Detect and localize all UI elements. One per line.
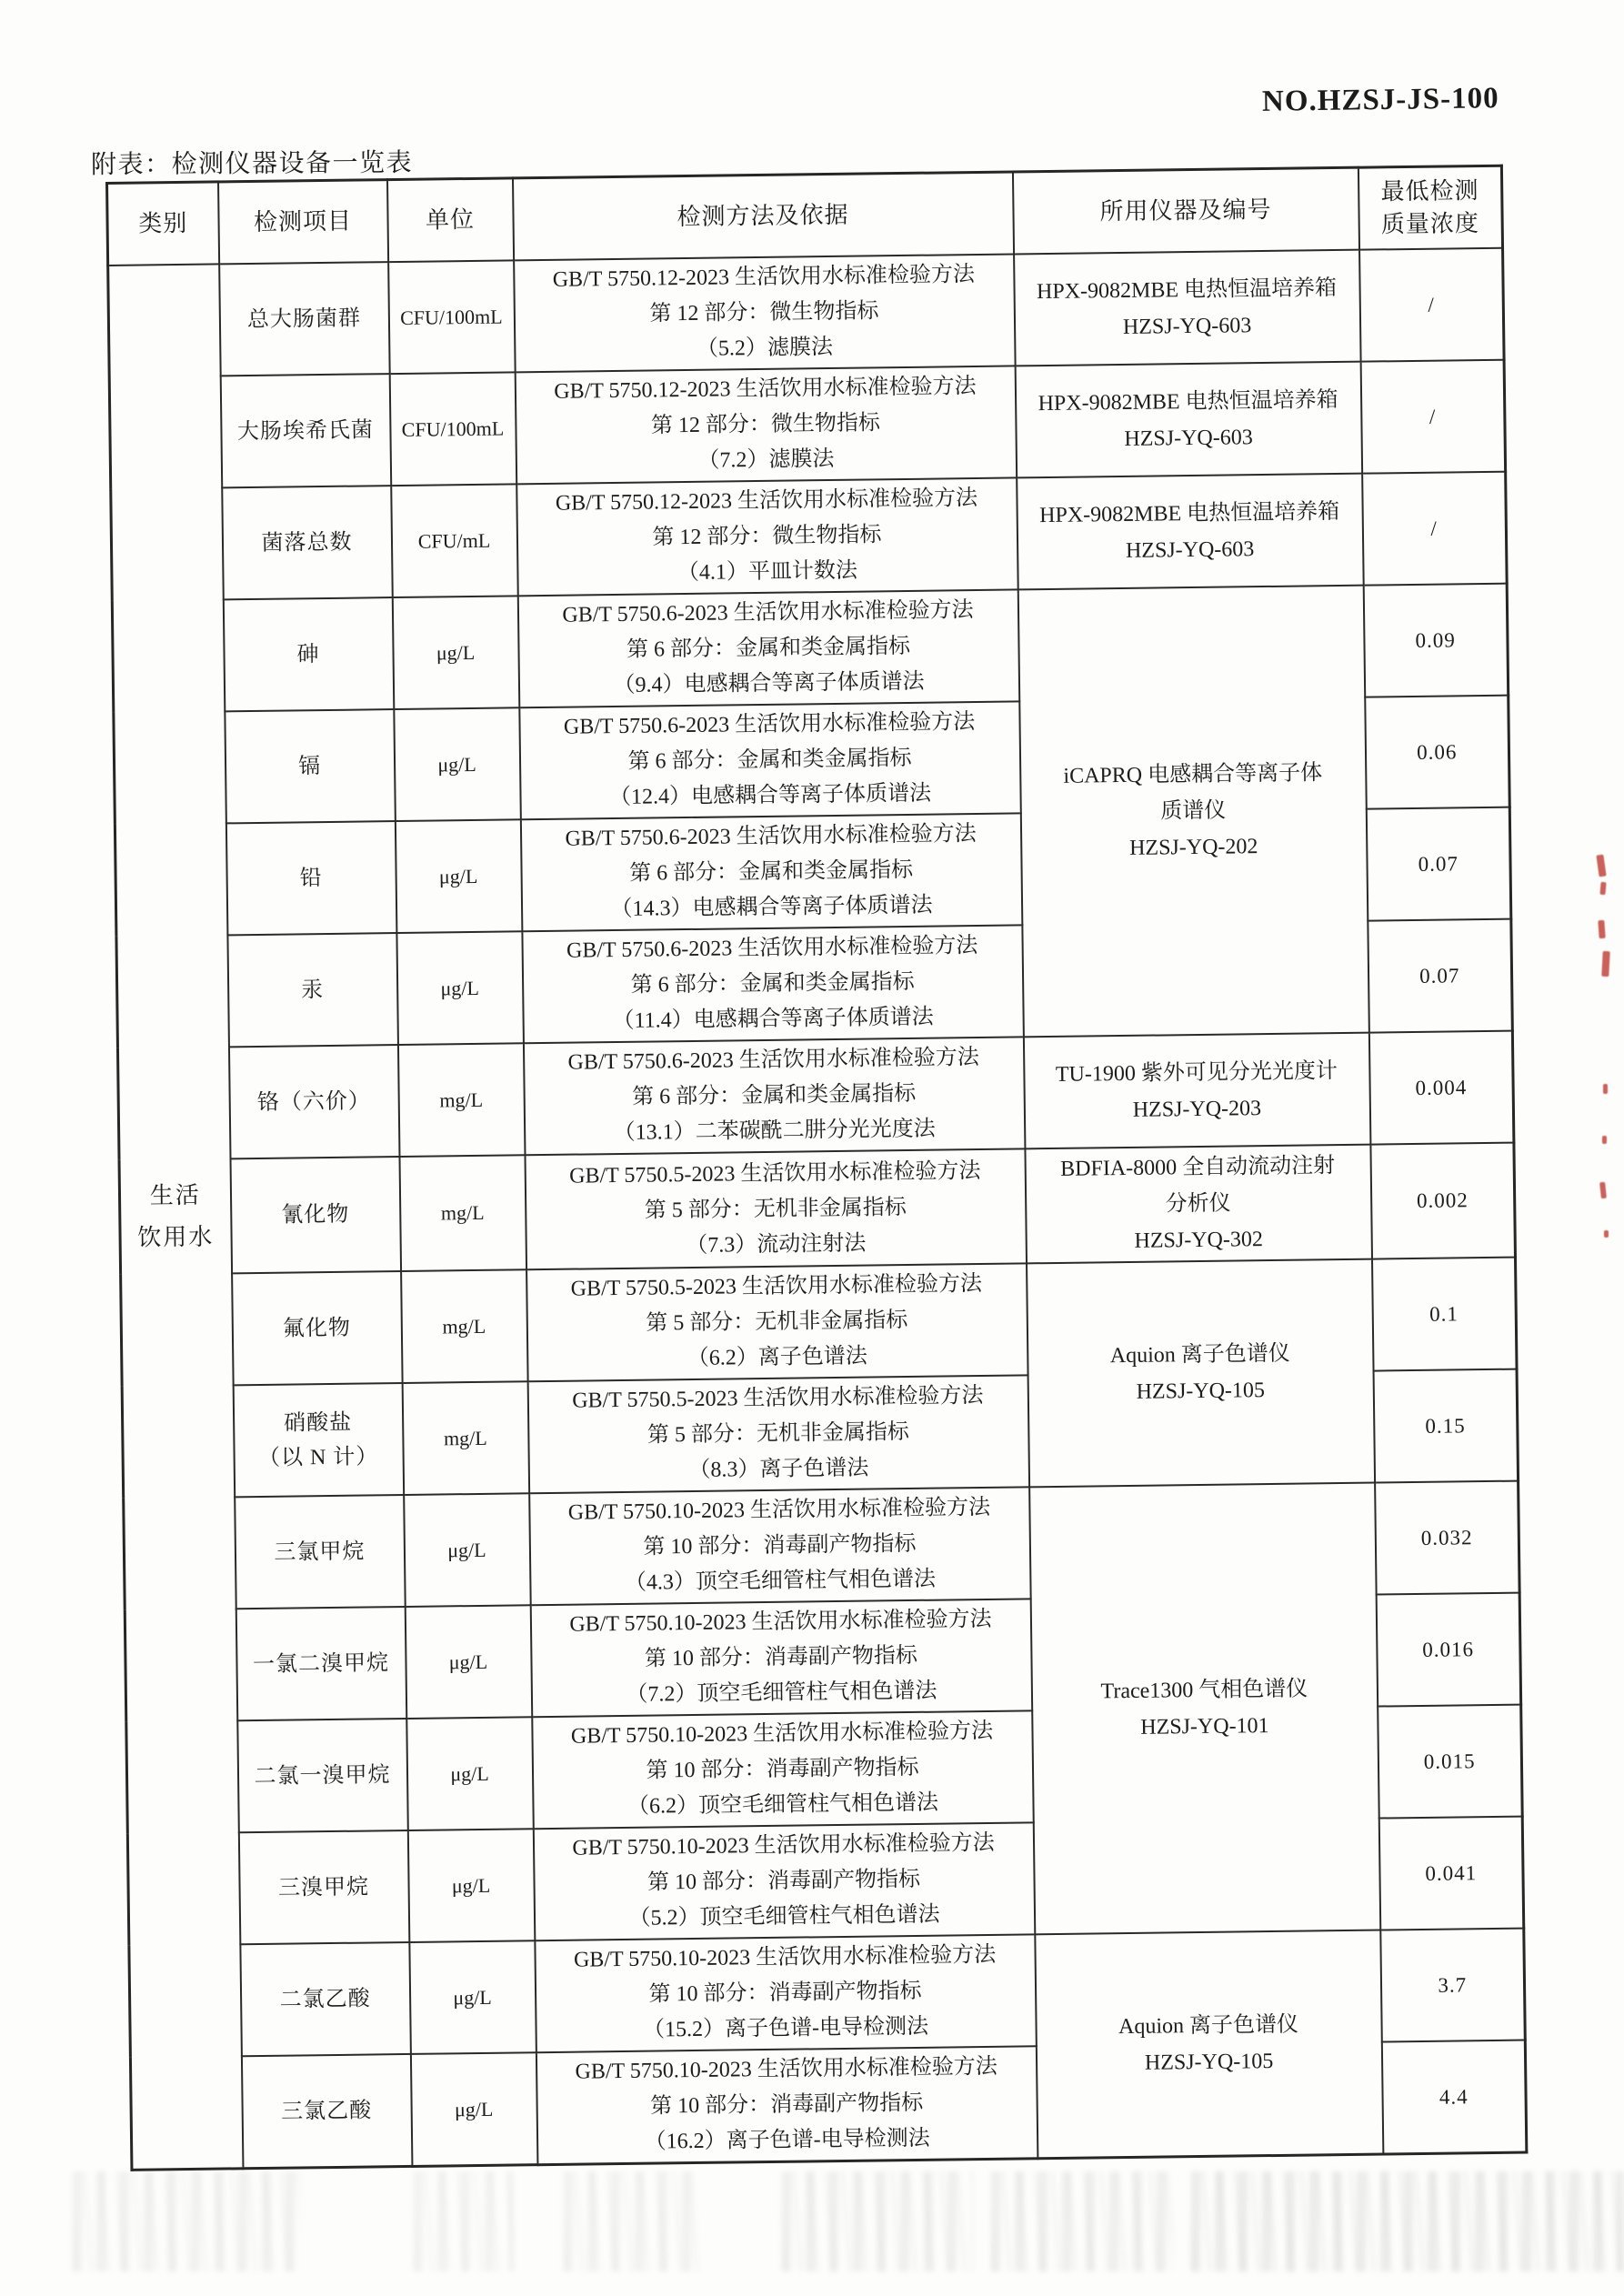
col-header-category: 类别 xyxy=(107,182,219,266)
table-row xyxy=(121,1258,1517,1387)
unit-cell: CFU/mL xyxy=(391,484,518,597)
red-stamp-fragment xyxy=(1601,951,1609,977)
item-cell: 二氯乙酸 xyxy=(240,1942,411,2056)
instrument-cell: Aquion 离子色谱仪 HZSJ-YQ-105 xyxy=(1035,1930,1383,2159)
red-stamp-fragment xyxy=(1603,1084,1608,1094)
method-cell: GB/T 5750.12-2023 生活饮用水标准检验方法 第 12 部分：微生物指标 （4.1）平皿计数法 xyxy=(516,477,1018,596)
method-cell: GB/T 5750.10-2023 生活饮用水标准检验方法 第 10 部分：消毒副产物指标 （4.3）顶空毛细管柱气相色谱法 xyxy=(529,1487,1031,1605)
bleed-through-mark xyxy=(782,2171,973,2271)
unit-cell: μg/L xyxy=(395,819,522,933)
col-header-instrument: 所用仪器及编号 xyxy=(1012,167,1358,254)
item-cell: 总大肠菌群 xyxy=(219,262,390,376)
table-title: 附表：检测仪器设备一览表 xyxy=(90,148,414,180)
detection-limit-cell: 0.004 xyxy=(1368,1031,1514,1145)
instrument-cell: HPX-9082MBE 电热恒温培养箱 HZSJ-YQ-603 xyxy=(1017,474,1364,590)
item-cell: 三溴甲烷 xyxy=(238,1830,409,1944)
unit-cell: μg/L xyxy=(396,931,524,1045)
item-cell: 铬（六价） xyxy=(228,1045,399,1158)
detection-limit-cell: 0.09 xyxy=(1363,584,1509,697)
table-row xyxy=(124,1481,1519,1610)
detection-limit-cell: 0.15 xyxy=(1373,1369,1519,1483)
detection-limit-cell: / xyxy=(1362,472,1508,586)
item-cell: 氟化物 xyxy=(232,1271,403,1385)
bleed-through-mark xyxy=(991,2171,1173,2271)
detection-limit-cell: 0.016 xyxy=(1376,1593,1521,1707)
detection-limit-cell: 0.002 xyxy=(1370,1143,1516,1259)
unit-cell: μg/L xyxy=(410,2052,537,2166)
instrument-cell: iCAPRQ 电感耦合等离子体 质谱仪 HZSJ-YQ-202 xyxy=(1018,586,1368,1038)
method-cell: GB/T 5750.10-2023 生活饮用水标准检验方法 第 10 部分：消毒副产物指标 （5.2）顶空毛细管柱气相色谱法 xyxy=(533,1822,1035,1940)
detection-limit-cell: 0.07 xyxy=(1368,919,1513,1033)
detection-limit-cell: 0.041 xyxy=(1378,1817,1524,1930)
table-row xyxy=(108,248,1504,377)
table-row xyxy=(112,584,1508,713)
method-cell: GB/T 5750.5-2023 生活饮用水标准检验方法 第 5 部分：无机非金属指标 （7.3）流动注射法 xyxy=(525,1148,1027,1269)
detection-limit-cell: 0.07 xyxy=(1366,807,1511,921)
instrument-cell: HPX-9082MBE 电热恒温培养箱 HZSJ-YQ-603 xyxy=(1015,362,1362,478)
col-header-unit: 单位 xyxy=(386,178,513,262)
unit-cell: μg/L xyxy=(405,1605,532,1719)
table-row xyxy=(117,1031,1513,1160)
table-row xyxy=(129,1929,1525,2058)
unit-cell: μg/L xyxy=(404,1493,531,1607)
unit-cell: μg/L xyxy=(407,1829,535,1942)
item-cell: 菌落总数 xyxy=(222,486,393,599)
detection-limit-cell: 0.1 xyxy=(1371,1258,1517,1371)
method-cell: GB/T 5750.6-2023 生活饮用水标准检验方法 第 6 部分：金属和类金属指标 （14.3）电感耦合等离子体质谱法 xyxy=(520,813,1022,931)
method-cell: GB/T 5750.5-2023 生活饮用水标准检验方法 第 5 部分：无机非金属指标 （8.3）离子色谱法 xyxy=(527,1375,1029,1493)
instrument-cell: BDFIA-8000 全自动流动注射 分析仪 HZSJ-YQ-302 xyxy=(1025,1145,1372,1264)
bleed-through-mark xyxy=(1191,2171,1624,2271)
method-cell: GB/T 5750.6-2023 生活饮用水标准检验方法 第 6 部分：金属和类金属指标 （11.4）电感耦合等离子体质谱法 xyxy=(522,925,1024,1043)
bleed-through-mark xyxy=(73,2171,300,2271)
item-cell: 三氯甲烷 xyxy=(235,1495,406,1609)
method-cell: GB/T 5750.10-2023 生活饮用水标准检验方法 第 10 部分：消毒副产物指标 （7.2）顶空毛细管柱气相色谱法 xyxy=(530,1599,1032,1717)
doc-number: NO.HZSJ-JS-100 xyxy=(1261,82,1499,118)
unit-cell: mg/L xyxy=(397,1043,525,1157)
table-row xyxy=(119,1143,1515,1275)
unit-cell: μg/L xyxy=(409,1940,536,2054)
unit-cell: mg/L xyxy=(402,1381,529,1495)
table-row xyxy=(111,472,1507,601)
item-cell: 汞 xyxy=(227,933,398,1047)
method-cell: GB/T 5750.12-2023 生活饮用水标准检验方法 第 12 部分：微生物指标 （7.2）滤膜法 xyxy=(515,366,1017,484)
col-header-item: 检测项目 xyxy=(218,180,388,265)
item-cell: 一氯二溴甲烷 xyxy=(236,1607,406,1720)
item-cell: 二氯一溴甲烷 xyxy=(237,1719,408,1832)
bleed-through-mark xyxy=(564,2171,700,2271)
method-cell: GB/T 5750.6-2023 生活饮用水标准检验方法 第 6 部分：金属和类金属指标 （13.1）二苯碳酰二肼分光光度法 xyxy=(523,1037,1025,1155)
item-cell: 铅 xyxy=(226,821,396,935)
red-stamp-fragment xyxy=(1599,1182,1607,1199)
unit-cell: CFU/100mL xyxy=(388,260,516,374)
table-row xyxy=(109,360,1505,489)
red-stamp-fragment xyxy=(1599,882,1606,895)
item-cell: 砷 xyxy=(223,597,394,711)
method-cell: GB/T 5750.12-2023 生活饮用水标准检验方法 第 12 部分：微生物指标 （5.2）滤膜法 xyxy=(514,254,1016,372)
method-cell: GB/T 5750.6-2023 生活饮用水标准检验方法 第 6 部分：金属和类金属指标 （12.4）电感耦合等离子体质谱法 xyxy=(519,701,1021,819)
equipment-table xyxy=(105,165,1528,2171)
bleed-through-mark xyxy=(414,2171,514,2271)
item-cell: 氰化物 xyxy=(230,1157,401,1273)
unit-cell: μg/L xyxy=(394,707,521,821)
equipment-table-body xyxy=(108,248,1527,2171)
detection-limit-cell: 3.7 xyxy=(1380,1929,1526,2042)
item-cell: 三氯乙酸 xyxy=(241,2054,412,2169)
method-cell: GB/T 5750.6-2023 生活饮用水标准检验方法 第 6 部分：金属和类金属指标 （9.4）电感耦合等离子体质谱法 xyxy=(517,589,1019,707)
unit-cell: μg/L xyxy=(392,596,519,709)
detection-limit-cell: 0.06 xyxy=(1365,696,1510,809)
unit-cell: μg/L xyxy=(406,1717,534,1830)
detection-limit-cell: 0.015 xyxy=(1378,1705,1523,1819)
red-stamp-fragment xyxy=(1596,855,1606,877)
detection-limit-cell: 0.032 xyxy=(1375,1481,1520,1595)
instrument-cell: Aquion 离子色谱仪 HZSJ-YQ-105 xyxy=(1027,1259,1375,1488)
unit-cell: mg/L xyxy=(401,1269,528,1383)
unit-cell: CFU/100mL xyxy=(389,372,516,486)
method-cell: GB/T 5750.10-2023 生活饮用水标准检验方法 第 10 部分：消毒副产物指标 （16.2）离子色谱-电导检测法 xyxy=(536,2046,1038,2164)
category-cell: 生活 饮用水 xyxy=(108,264,243,2170)
method-cell: GB/T 5750.10-2023 生活饮用水标准检验方法 第 10 部分：消毒副产物指标 （15.2）离子色谱-电导检测法 xyxy=(535,1934,1037,2052)
red-stamp-fragment xyxy=(1604,1230,1609,1238)
col-header-detection-limit: 最低检测 质量浓度 xyxy=(1358,165,1502,249)
item-cell: 镉 xyxy=(225,709,396,823)
red-stamp-fragment xyxy=(1598,920,1605,938)
red-stamp-fragment xyxy=(1602,1136,1607,1144)
instrument-cell: Trace1300 气相色谱仪 HZSJ-YQ-101 xyxy=(1029,1483,1380,1935)
item-cell: 硝酸盐 （以 N 计） xyxy=(233,1383,404,1497)
detection-limit-cell: / xyxy=(1360,360,1506,474)
col-header-method: 检测方法及依据 xyxy=(512,172,1013,260)
unit-cell: mg/L xyxy=(399,1155,526,1271)
instrument-cell: HPX-9082MBE 电热恒温培养箱 HZSJ-YQ-603 xyxy=(1014,250,1361,366)
detection-limit-cell: 4.4 xyxy=(1381,2040,1527,2154)
method-cell: GB/T 5750.10-2023 生活饮用水标准检验方法 第 10 部分：消毒副产物指标 （6.2）顶空毛细管柱气相色谱法 xyxy=(532,1710,1034,1829)
item-cell: 大肠埃希氏菌 xyxy=(220,374,391,487)
method-cell: GB/T 5750.5-2023 生活饮用水标准检验方法 第 5 部分：无机非金属指标 （6.2）离子色谱法 xyxy=(526,1263,1028,1381)
instrument-cell: TU-1900 紫外可见分光光度计 HZSJ-YQ-203 xyxy=(1023,1033,1370,1149)
detection-limit-cell: / xyxy=(1359,248,1505,362)
